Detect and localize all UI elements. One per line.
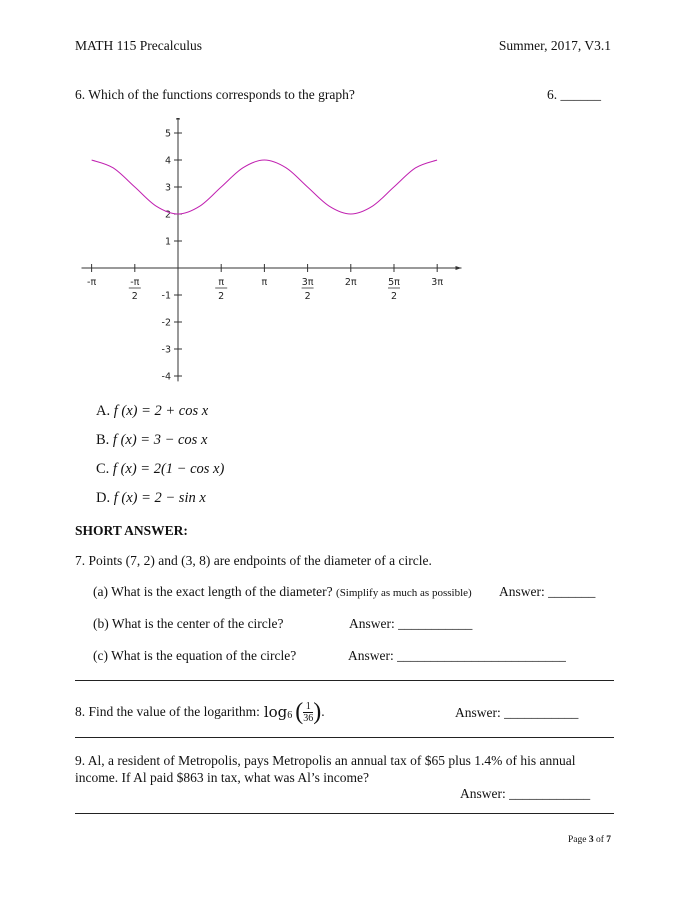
y-ticks [162,129,182,383]
y-tick-label: 1 [164,236,171,248]
q6-option-c-text: f (x) = 2(1 − cos x) [112,461,225,477]
q9-line-2: income. If Al paid $863 in tax, what was Al’s income? [75,770,369,785]
x-tick-label-numerator: -π [130,277,140,288]
q7b-text: (b) What is the center of the circle? [93,616,284,631]
y-axis-arrow [176,118,180,120]
function-graph [70,118,470,388]
x-tick-label-denominator: 2 [390,291,398,302]
y-tick-label: 2 [164,209,171,221]
y-tick-label: -4 [161,371,171,383]
x-tick-label: -π [87,277,97,288]
q9-answer-blank[interactable]: Answer: ____________ [460,786,591,801]
q8-answer-blank[interactable]: Answer: ___________ [455,705,579,720]
q8-prompt: 8. Find the value of the logarithm: log $_6$ ( $\frac{1}{36}$ ) . [75,698,325,725]
page-of: of [595,835,604,845]
q6-option-d-label: D. [96,490,111,506]
term-label: Summer, 2017, V3.1 [498,38,611,53]
divider-1 [75,680,614,681]
q8-denominator: 36 [303,712,314,724]
x-tick-label-denominator: 2 [131,291,138,302]
q8-period: . [321,704,325,719]
short-answer-heading: SHORT ANSWER: [75,523,188,538]
q6-option-d[interactable] [96,490,206,507]
q6-option-c[interactable] [96,461,224,478]
x-tick-label-denominator: 2 [218,291,225,302]
course-title: MATH 115 Precalculus [75,38,202,53]
q6-option-a[interactable] [96,403,208,420]
q6-option-c-label: C. [96,461,110,477]
y-tick-label: -2 [161,317,171,329]
page-total: 7 [606,835,611,845]
q8-text: 8. Find the value of the logarithm: [75,704,260,719]
x-tick-label-numerator: π [218,277,225,288]
series-line [92,160,437,214]
q7c-text: (c) What is the equation of the circle? [93,648,297,663]
q6-option-b[interactable] [96,432,207,449]
q8-numerator: 1 [303,701,313,713]
x-tick-label-numerator: 5π [388,277,400,288]
q6-answer-blank[interactable]: 6. ______ [547,87,601,102]
q9-line-1: 9. Al, a resident of Metropolis, pays Metropolis an annual tax of $65 plus 1.4% of his annual [75,753,576,768]
page-prefix: Page [567,835,587,845]
graph-curve [92,160,437,214]
q6-number: 6. [75,87,86,102]
y-tick-label: -1 [161,290,171,302]
y-tick-label: 4 [164,155,171,167]
q7c-answer-blank[interactable]: Answer: _________________________ [348,648,566,663]
x-tick-label-numerator: 3π [301,277,314,288]
y-tick-label: 5 [164,128,171,140]
q6-prompt [75,87,355,103]
q8-log: log [263,703,288,721]
x-tick-label-denominator: 2 [304,291,311,302]
x-tick-label: 3π [431,277,444,288]
q7a-text: (a) What is the exact length of the diameter? [93,584,333,599]
q6-option-b-text: f (x) = 3 − cos x [112,432,208,448]
divider-2 [75,737,614,738]
q7a-prompt [93,584,472,600]
q6-option-b-label: B. [96,432,110,448]
x-tick-label: 2π [344,277,357,288]
q6-option-d-text: f (x) = 2 − sin x [113,490,206,506]
divider-3 [75,813,614,814]
y-tick-label: -3 [161,344,171,356]
q6-text: Which of the functions corresponds to the graph? [88,87,355,102]
q8-fraction [303,701,313,724]
y-tick-label: 3 [164,182,171,194]
q6-option-a-text: f (x) = 2 + cos x [113,403,209,419]
page-number [568,835,611,845]
x-axis-arrow [456,266,462,270]
x-tick-label: π [261,277,268,288]
graph-axes [82,118,462,381]
q7-prompt: 7. Points (7, 2) and (3, 8) are endpoints of the diameter of a circle. [75,553,432,568]
page-current: 3 [588,835,594,845]
q7b-answer-blank[interactable]: Answer: ___________ [349,616,473,631]
q6-option-a-label: A. [96,403,111,419]
q8-base: 6 [287,709,293,721]
q7a-note: (Simplify as much as possible) [336,587,472,599]
x-ticks [87,264,443,302]
q7a-answer-blank[interactable]: Answer: _______ [499,584,596,599]
